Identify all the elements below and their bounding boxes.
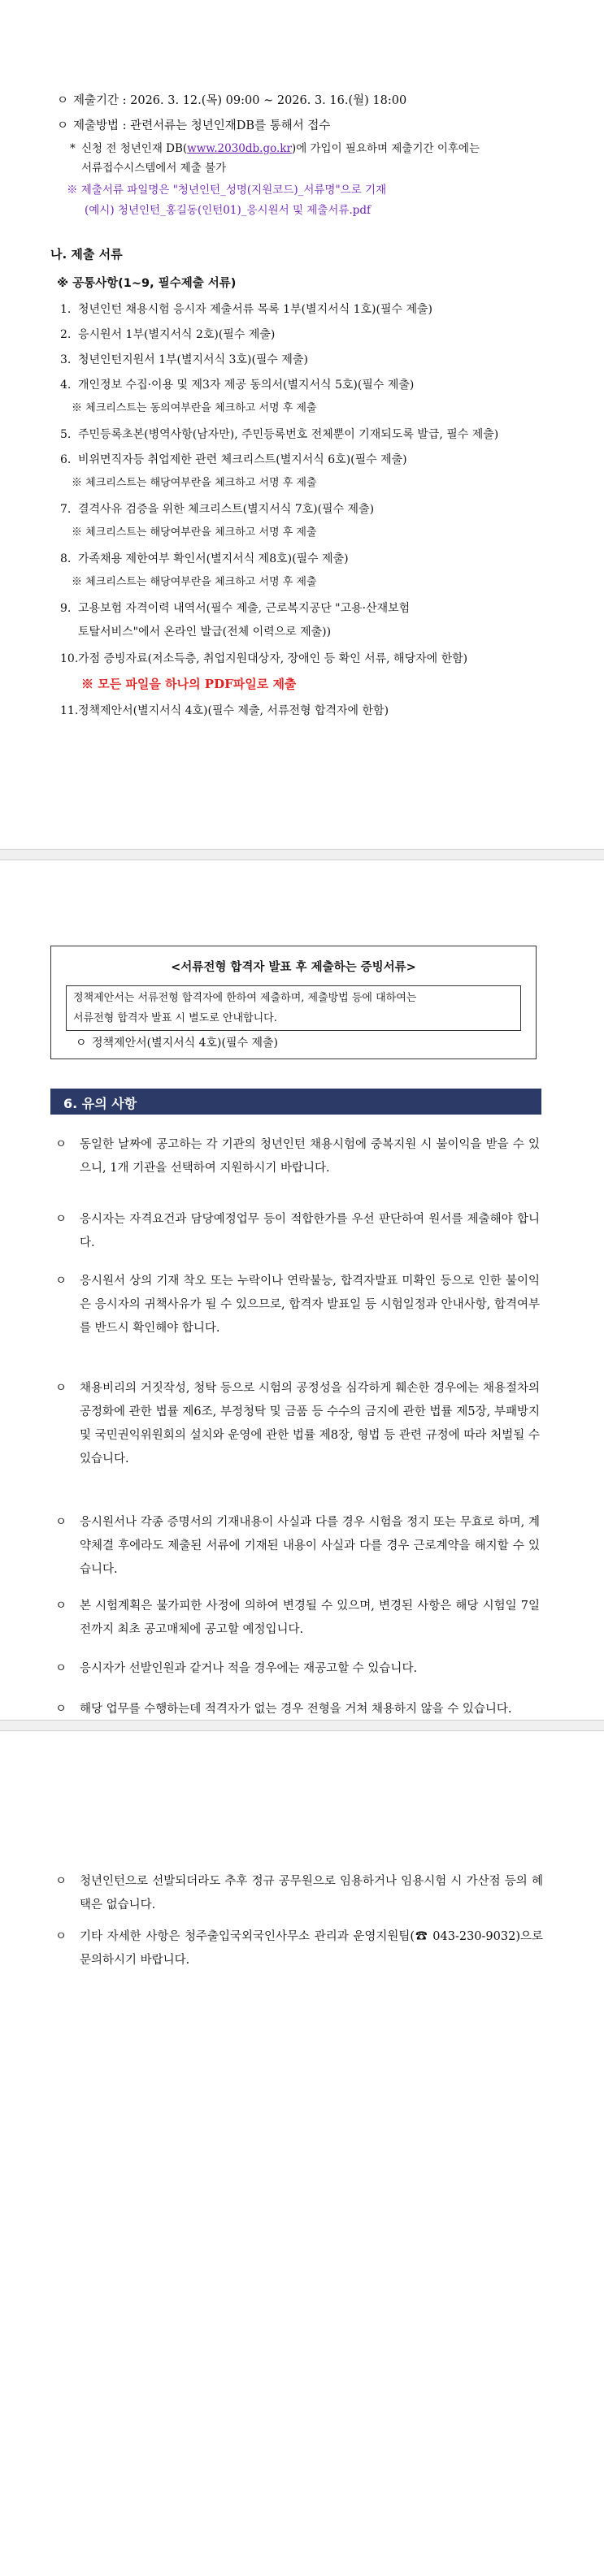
proof-box [50,946,537,1059]
doc-item-number: 8. [60,552,72,565]
final-notice-paragraph [55,1870,543,1917]
notice-paragraph [55,1595,540,1642]
doc-item-text: 주민등록초본(병역사항(남자만), 주민등록번호 전체뿐이 기재되도록 발급, 필수 제출) [78,428,499,441]
circle-bullet-icon: ㅇ [55,1703,67,1716]
doc-item-number: 3. [60,353,72,366]
final-notice-paragraph [55,1925,543,1972]
notice-paragraph-text: 응시원서나 각종 증명서의 기재내용이 사실과 다를 경우 시험을 정지 또는 무효로 하며, 계약체결 후에라도 제출된 서류에 기재된 내용이 사실과 다를 경우 근로계약을 해지할 수 있습니다. [80,1516,540,1576]
doc-item [60,426,498,442]
star-bullet-icon: * [70,142,76,155]
doc-item-number: 1. [60,303,72,316]
circle-bullet-icon: ㅇ [55,1516,67,1529]
notice-paragraph-text: 응시자는 자격요건과 담당예정업무 등이 적합한가를 우선 판단하여 원서를 제출해야 합니다. [80,1213,540,1249]
doc-item-text: 결격사유 검증을 위한 체크리스트(별지서식 7호)(필수 제출) [78,503,375,516]
circle-bullet-icon: ㅇ [55,1213,67,1226]
circle-bullet-icon: ㅇ [57,94,69,107]
doc-item [60,376,414,392]
doc-item-text: 가족채용 제한여부 확인서(별지서식 제8호)(필수 제출) [78,552,349,565]
submit-note: * 신청 전 청년인재 DB(www.2030db.go.kr)에 가입이 필요하며 제출기간 이후에는 [70,142,480,155]
pdf-single-file-notice: ※ 모든 파일을 하나의 PDF파일로 제출 [81,677,297,691]
circle-bullet-icon: ㅇ [76,1037,87,1050]
notice-paragraph [55,1657,540,1681]
final-notice-text: 청년인턴으로 선발되더라도 추후 정규 공무원으로 임용하거나 임용시험 시 가산점 등의 혜택은 없습니다. [80,1875,543,1911]
doc-item [60,351,308,367]
circle-bullet-icon: ㅇ [55,1600,67,1613]
doc-item [60,451,407,467]
doc-note: ※ 체크리스트는 동의여부란을 체크하고 서명 후 제출 [72,402,317,414]
doc-item-text: 청년인턴 채용시험 응시자 제출서류 목록 1부(별지서식 1호)(필수 제출) [78,303,432,316]
notice-paragraph [55,1377,540,1471]
section-na-title: 나. 제출 서류 [50,247,123,262]
doc-item-text: 응시원서 1부(별지서식 2호)(필수 제출) [78,328,276,341]
circle-bullet-icon: ㅇ [55,1662,67,1675]
notice-paragraph-text: 채용비리의 거짓작성, 청탁 등으로 시험의 공정성을 심각하게 훼손한 경우에는 채용절차의 공정화에 관한 법률 제6조, 부정청탁 및 금품 등 수수의 금지에 관한 법률 제5장, 부패방지 및 국민권익위원회의 설치와 운영에 관한 법률 제8장, 형법 등 관련 규정에 따라 처벌될 수 있습니다. [80,1382,540,1466]
notice-paragraph-text: 응시자가 선발인원과 같거나 적을 경우에는 재공고할 수 있습니다. [80,1662,418,1675]
doc-item-text: 고용보험 자격이력 내역서(필수 제출, 근로복지공단 "고용·산재보험 [78,602,411,615]
proof-item: ㅇ 정책제안서(별지서식 4호)(필수 제출) [76,1034,278,1050]
notice-paragraph-text: 동일한 날짜에 공고하는 각 기관의 청년인턴 채용시험에 중복지원 시 불이익을 받을 수 있으니, 1개 기관을 선택하여 지원하시기 바랍니다. [80,1138,540,1175]
doc-item-number: 9. [60,602,72,615]
doc-item [60,301,432,317]
final-notice-text: 기타 자세한 사항은 청주출입국외국인사무소 관리과 운영지원팀(☎ 043-230-9032)으로 문의하시기 바랍니다. [80,1930,543,1967]
circle-bullet-icon: ㅇ [55,1382,67,1395]
filename-rule: ※ 제출서류 파일명은 "청년인턴_성명(지원코드)_서류명"으로 기재 [67,184,387,197]
doc-item [60,650,467,666]
doc-item-continuation: 토탈서비스"에서 온라인 발급(전체 이력으로 제출)) [78,626,332,639]
circle-bullet-icon: ㅇ [55,1138,67,1151]
doc-item-number: 11. [60,704,79,717]
doc-note: ※ 체크리스트는 해당여부란을 체크하고 서명 후 제출 [72,576,317,588]
notice-paragraph [55,1270,540,1340]
doc-item-text: 개인정보 수집·이용 및 제3자 제공 동의서(별지서식 5호)(필수 제출) [78,379,415,392]
notice-paragraph-text: 본 시험계획은 불가피한 사정에 의하여 변경될 수 있으며, 변경된 사항은 해당 시험일 7일 전까지 최초 공고매체에 공고할 예정입니다. [80,1600,540,1636]
doc-item-number: 4. [60,379,72,392]
notice-paragraph [55,1133,540,1180]
proof-box-desc [66,985,521,1031]
doc-note: ※ 체크리스트는 해당여부란을 체크하고 서명 후 제출 [72,477,317,489]
notice-paragraph [55,1511,540,1582]
doc-item-text: 청년인턴지원서 1부(별지서식 3호)(필수 제출) [78,353,308,366]
doc-item-text: 비위면직자등 취업제한 관련 체크리스트(별지서식 6호)(필수 제출) [78,453,407,466]
doc-item [60,500,374,517]
doc-item [60,702,389,718]
section6-title: 6. 유의 사항 [63,1096,137,1111]
db-site-link[interactable]: www.2030db.go.kr [187,142,292,155]
notice-paragraph [55,1698,540,1721]
notice-paragraph [55,1208,540,1255]
submit-note-line2: 서류접수시스템에서 제출 불가 [81,162,227,175]
submit-method: ㅇ 제출방법 : 관련서류는 청년인재DB를 통해서 접수 [57,116,330,133]
circle-bullet-icon: ㅇ [55,1875,67,1888]
notice-paragraph-text: 응시원서 상의 기재 착오 또는 누락이나 연락불능, 합격자발표 미확인 등으로 인한 불이익은 응시자의 귀책사유가 될 수 있으므로, 합격자 발표일 등 시험일정과 안내사항, 합격여부를 반드시 확인해야 합니다. [80,1275,540,1335]
proof-box-title: <서류전형 합격자 발표 후 제출하는 증빙서류> [171,961,416,974]
doc-item [60,326,275,342]
common-title: ※ 공통사항(1~9, 필수제출 서류) [57,277,237,290]
doc-item-text: 가점 증빙자료(저소득층, 취업지원대상자, 장애인 등 확인 서류, 해당자에 한함) [78,652,468,665]
circle-bullet-icon: ㅇ [55,1275,67,1288]
doc-item [60,600,410,616]
section6-header-bar [50,1089,541,1115]
proof-desc-line1: 정책제안서는 서류전형 합격자에 한하여 제출하며, 제출방법 등에 대하여는 [73,992,417,1004]
submit-period: ㅇ 제출기간 : 2026. 3. 12.(목) 09:00 ~ 2026. 3. 16.(월) 18:00 [57,91,406,108]
doc-item [60,550,349,566]
circle-bullet-icon: ㅇ [55,1930,67,1943]
doc-note: ※ 체크리스트는 해당여부란을 체크하고 서명 후 제출 [72,526,317,539]
doc-item-number: 2. [60,328,72,341]
page-separator [0,1720,604,1731]
doc-item-number: 6. [60,453,72,466]
proof-desc-line2: 서류전형 합격자 발표 시 별도로 안내합니다. [73,1012,277,1024]
filename-example: (예시) 청년인턴_홍길동(인턴01)_응시원서 및 제출서류.pdf [85,204,372,217]
circle-bullet-icon: ㅇ [57,119,69,132]
notice-paragraph-text: 해당 업무를 수행하는데 적격자가 없는 경우 전형을 거쳐 채용하지 않을 수 있습니다. [80,1703,512,1716]
page-separator [0,849,604,860]
doc-item-number: 5. [60,428,72,441]
doc-item-text: 정책제안서(별지서식 4호)(필수 제출, 서류전형 합격자에 한함) [78,704,389,717]
doc-item-number: 7. [60,503,72,516]
doc-item-number: 10. [60,652,79,665]
